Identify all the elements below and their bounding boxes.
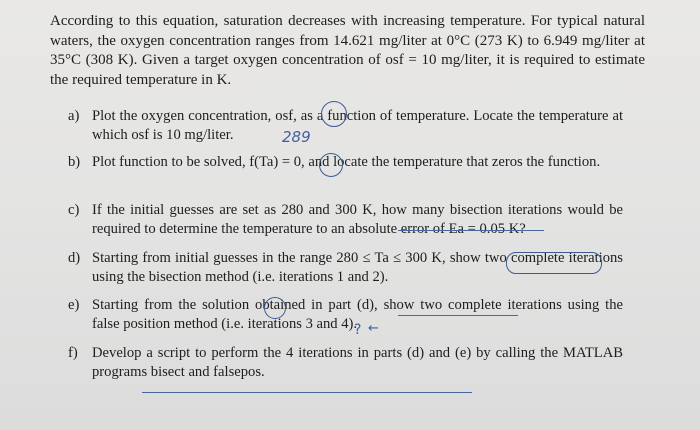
question-letter: b) — [68, 154, 81, 170]
question-text: If the initial guesses are set as 280 and 300 K, how many bisection iterations would be required to determine the temperature to an absolute error of Ea = 0.05 K? — [92, 202, 623, 237]
question-text: Develop a script to perform the 4 iterations in parts (d) and (e) by calling the MATLAB programs bisect and falsepos. — [92, 345, 623, 380]
question-text: Starting from the solution obtained in part (d), show two complete iterations using the false position method (i.e. iterations 3 and 4). — [92, 297, 623, 332]
question-letter: f) — [68, 345, 78, 361]
ink-circle — [264, 297, 286, 319]
question-text: Plot function to be solved, f(Ta) = 0, and locate the temperature that zeros the function. — [92, 154, 601, 170]
ink-underline — [398, 315, 518, 316]
question-letter: a) — [68, 108, 80, 124]
handwritten-answer: 289 — [282, 128, 311, 146]
question-text: Starting from initial guesses in the range 280 ≤ Ta ≤ 300 K, show two complete iterations using the bisection method (i.e. iterations 1 and 2). — [92, 250, 623, 285]
handwritten-question-mark: ? — [354, 322, 362, 338]
ink-underline — [398, 230, 544, 231]
question-text: Plot the oxygen concentration, osf, as a function of temperature. Locate the temperature at which osf is 10 mg/liter. — [92, 108, 623, 143]
question-e — [68, 296, 623, 334]
question-c — [68, 201, 623, 239]
ink-circle — [506, 252, 602, 274]
question-letter: d) — [68, 250, 81, 266]
question-b — [68, 153, 623, 172]
ink-circle — [319, 153, 343, 177]
intro-paragraph: According to this equation, saturation decreases with increasing temperature. For typical natural waters, the oxygen concentration ranges from 14.621 mg/liter at 0°C (273 K) to 6.949 mg/liter at 35°C (308 K). Given a target oxygen concentration of osf = 10 mg/liter, it is required to estimate the required temperature in K. — [50, 13, 645, 88]
question-letter: e) — [68, 297, 80, 313]
ink-circle — [321, 101, 347, 127]
handwritten-arrow: ← — [368, 321, 379, 336]
ink-underline — [142, 392, 472, 393]
question-letter: c) — [68, 202, 80, 218]
question-f — [68, 344, 623, 382]
